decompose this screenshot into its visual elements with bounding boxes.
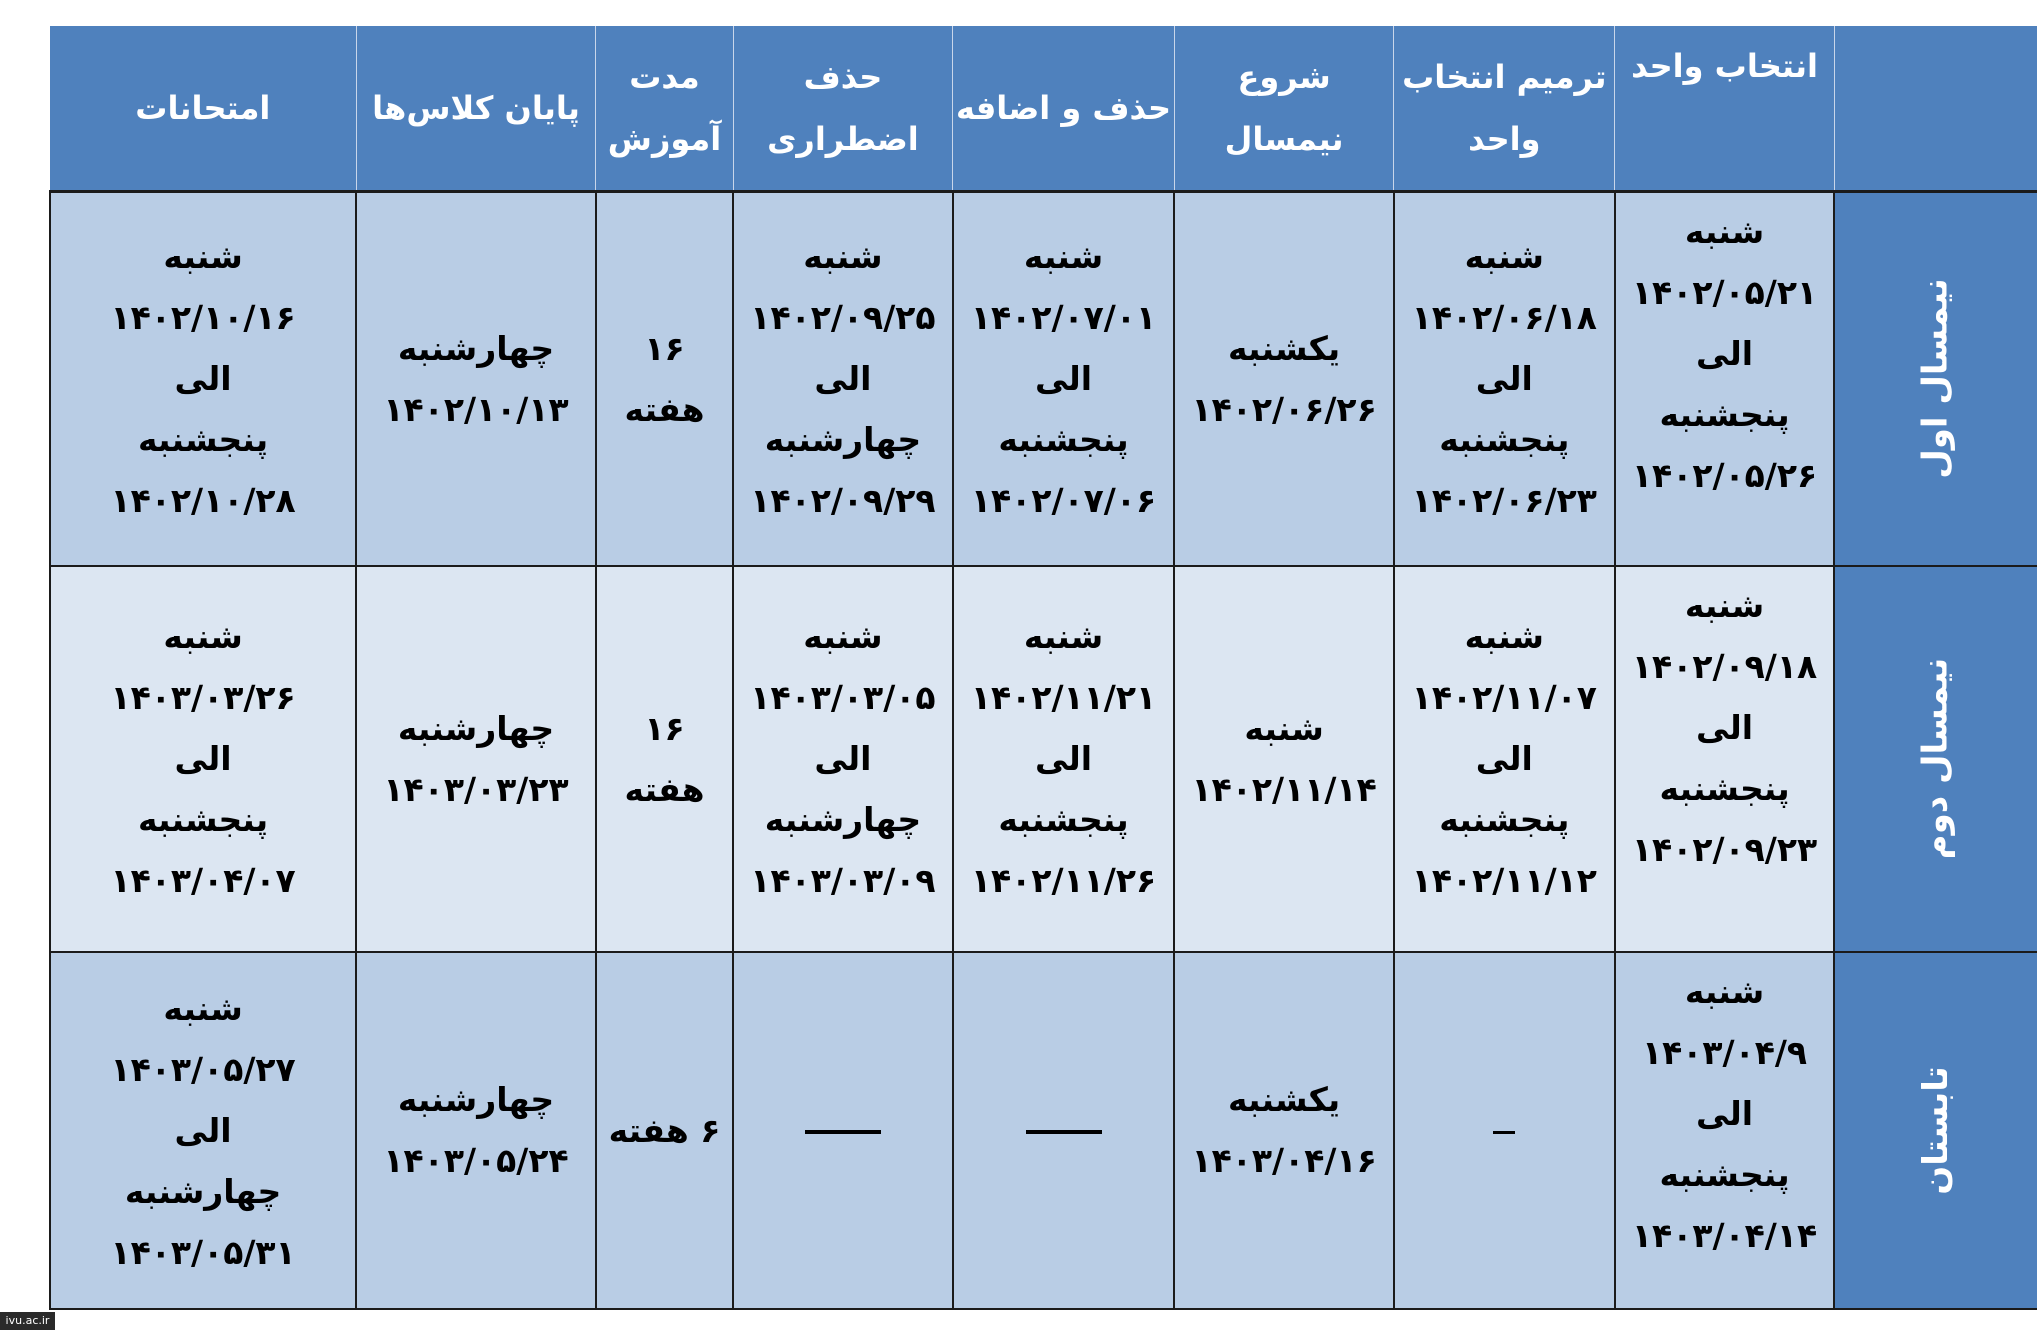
cell-duration: ۶ هفته (596, 952, 733, 1309)
cell-emergency-drop (733, 952, 953, 1309)
cell-exams: شنبه ۱۴۰۲/۱۰/۱۶ الی پنجشنبه ۱۴۰۲/۱۰/۲۸ (50, 192, 356, 566)
short-dash-mark (1493, 1131, 1515, 1134)
cell-duration: ۱۶ هفته (596, 192, 733, 566)
cell-add-drop: شنبه ۱۴۰۲/۰۷/۰۱ الی پنجشنبه ۱۴۰۲/۰۷/۰۶ (953, 192, 1175, 566)
table-row-summer (50, 952, 2037, 1309)
table-row-first-semester (50, 192, 2037, 566)
header-add-drop: حذف و اضافه (953, 26, 1175, 192)
academic-calendar-table (49, 26, 2037, 1310)
cell-add-drop (953, 952, 1175, 1309)
cell-emergency-drop: شنبه ۱۴۰۳/۰۳/۰۵ الی چهارشنبه ۱۴۰۳/۰۳/۰۹ (733, 566, 953, 952)
cell-add-drop: شنبه ۱۴۰۲/۱۱/۲۱ الی پنجشنبه ۱۴۰۲/۱۱/۲۶ (953, 566, 1175, 952)
cell-semester-start: یکشنبه ۱۴۰۲/۰۶/۲۶ (1174, 192, 1394, 566)
header-exams: امتحانات (50, 26, 356, 192)
header-classes-end: پایان کلاس‌ها (356, 26, 596, 192)
long-dash-mark (1026, 1130, 1102, 1134)
row-label-second-semester: نیمسال دوم (1834, 566, 2037, 952)
header-semester-start: شروع نیمسال (1174, 26, 1394, 192)
row-label-summer: تابستان (1834, 952, 2037, 1309)
table-row-second-semester (50, 566, 2037, 952)
long-dash-mark (805, 1130, 881, 1134)
header-unit-revision: ترمیم انتخاب واحد (1394, 26, 1615, 192)
cell-unit-revision (1394, 952, 1615, 1309)
cell-unit-selection: شنبه ۱۴۰۲/۰۵/۲۱ الی پنجشنبه ۱۴۰۲/۰۵/۲۶ (1615, 192, 1835, 566)
cell-semester-start: یکشنبه ۱۴۰۳/۰۴/۱۶ (1174, 952, 1394, 1309)
header-duration: مدت آموزش (596, 26, 733, 192)
cell-exams: شنبه ۱۴۰۳/۰۳/۲۶ الی پنجشنبه ۱۴۰۳/۰۴/۰۷ (50, 566, 356, 952)
header-corner (1834, 26, 2037, 192)
cell-exams: شنبه ۱۴۰۳/۰۵/۲۷ الی چهارشنبه ۱۴۰۳/۰۵/۳۱ (50, 952, 356, 1309)
cell-unit-revision: شنبه ۱۴۰۲/۱۱/۰۷ الی پنجشنبه ۱۴۰۲/۱۱/۱۲ (1394, 566, 1615, 952)
cell-semester-start: شنبه ۱۴۰۲/۱۱/۱۴ (1174, 566, 1394, 952)
row-label-first-semester: نیمسال اول (1834, 192, 2037, 566)
header-emergency-drop: حذف اضطراری (733, 26, 953, 192)
cell-unit-selection: شنبه ۱۴۰۲/۰۹/۱۸ الی پنجشنبه ۱۴۰۲/۰۹/۲۳ (1615, 566, 1835, 952)
cell-emergency-drop: شنبه ۱۴۰۲/۰۹/۲۵ الی چهارشنبه ۱۴۰۲/۰۹/۲۹ (733, 192, 953, 566)
cell-unit-revision: شنبه ۱۴۰۲/۰۶/۱۸ الی پنجشنبه ۱۴۰۲/۰۶/۲۳ (1394, 192, 1615, 566)
header-unit-selection: انتخاب واحد (1615, 26, 1835, 192)
cell-classes-end: چهارشنبه ۱۴۰۳/۰۳/۲۳ (356, 566, 596, 952)
cell-duration: ۱۶ هفته (596, 566, 733, 952)
cell-classes-end: چهارشنبه ۱۴۰۲/۱۰/۱۳ (356, 192, 596, 566)
header-row (50, 26, 2037, 192)
site-watermark: ivu.ac.ir (0, 1312, 55, 1330)
cell-unit-selection: شنبه ۱۴۰۳/۰۴/۹ الی پنجشنبه ۱۴۰۳/۰۴/۱۴ (1615, 952, 1835, 1309)
cell-classes-end: چهارشنبه ۱۴۰۳/۰۵/۲۴ (356, 952, 596, 1309)
